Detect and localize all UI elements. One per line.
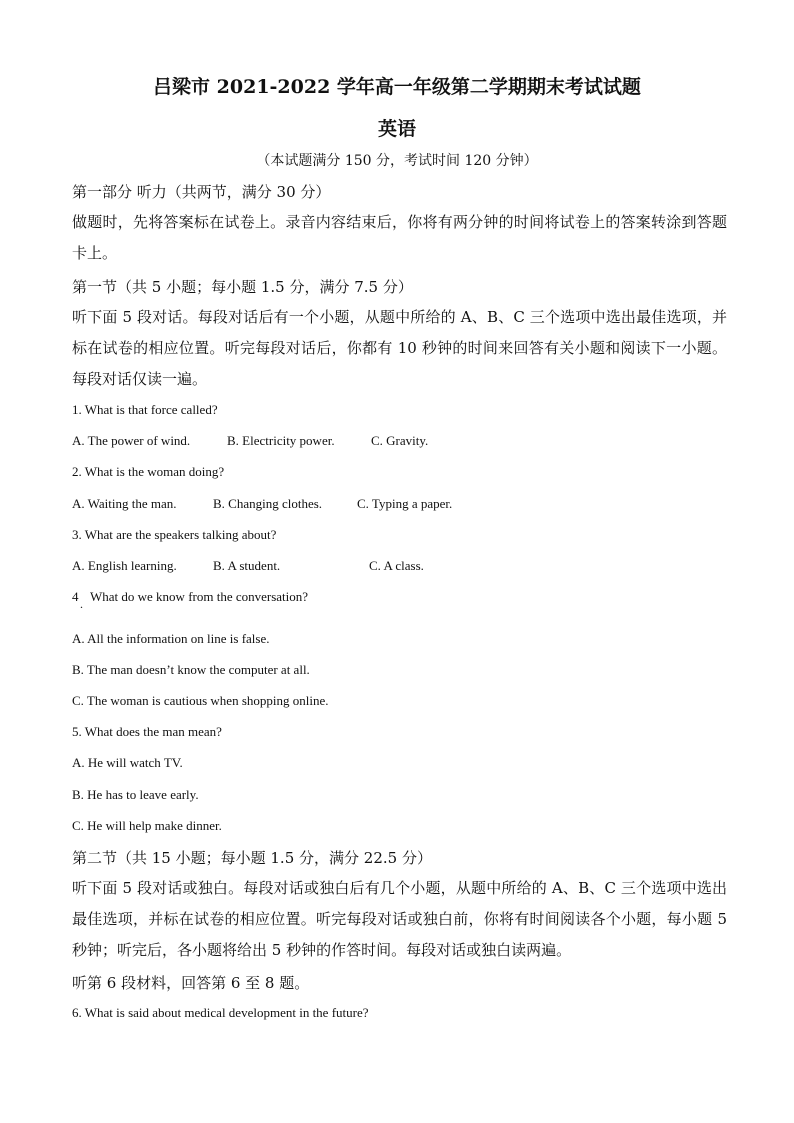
question-3-stem: 3. What are the speakers talking about?: [72, 527, 277, 542]
question-5-option-c: C. He will help make dinner.: [72, 818, 222, 833]
question-3-option-c: C. A class.: [369, 558, 424, 573]
question-5-option-b: B. He has to leave early.: [72, 787, 199, 802]
material-6-heading: 听第 6 段材料，回答第 6 至 8 题。: [72, 974, 310, 992]
section2-instruction: 听下面 5 段对话或独白。每段对话或独白后有几个小题，从题中所给的 A、B、C 三个选项中选出最佳选项，并标在试卷的相应位置。听完每段对话或独白前，你将有时间阅读各个小题，每小题 5 秒钟；听完后，各小题将给出 5 秒钟的作答时间。每段对话或独白读两遍。: [72, 879, 727, 959]
question-1-option-c: C. Gravity.: [371, 433, 429, 448]
exam-note: （本试题满分 150 分，考试时间 120 分钟）: [256, 153, 538, 169]
question-4-option-b: B. The man doesn’t know the computer at all.: [72, 662, 310, 677]
question-1-option-b: B. Electricity power.: [227, 433, 335, 448]
question-1-option-a: A. The power of wind.: [72, 433, 191, 448]
exam-title: 吕梁市 2021-2022 学年高一年级第二学期期末考试试题: [153, 76, 641, 98]
section1-instruction: 听下面 5 段对话。每段对话后有一个小题，从题中所给的 A、B、C 三个选项中选出最佳选项，并标在试卷的相应位置。听完每段对话后，你都有 10 秒钟的时间来回答有关小题和阅读下一小题。每段对话仅读一遍。: [72, 308, 727, 388]
question-5-stem: 5. What does the man mean?: [72, 724, 222, 739]
part1-instruction: 做题时，先将答案标在试卷上。录音内容结束后，你将有两分钟的时间将试卷上的答案转涂到答题卡上。: [72, 213, 727, 262]
question-5-option-a: A. He will watch TV.: [72, 755, 183, 770]
question-4-number: 4: [72, 589, 79, 604]
question-6-stem: 6. What is said about medical development in the future?: [72, 1005, 369, 1020]
question-2-option-c: C. Typing a paper.: [357, 496, 453, 511]
part1-heading: 第一部分 听力（共两节，满分 30 分）: [72, 183, 331, 201]
section1-heading: 第一节（共 5 小题；每小题 1.5 分，满分 7.5 分）: [72, 278, 413, 296]
section2-heading: 第二节（共 15 小题；每小题 1.5 分，满分 22.5 分）: [72, 849, 432, 867]
question-3-option-a: A. English learning.: [72, 558, 177, 573]
question-2-option-b: B. Changing clothes.: [213, 496, 323, 511]
question-4-option-c: C. The woman is cautious when shopping online.: [72, 693, 329, 708]
question-1-stem: 1. What is that force called?: [72, 402, 218, 417]
question-4-option-a: A. All the information on line is false.: [72, 631, 270, 646]
question-2-option-a: A. Waiting the man.: [72, 496, 177, 511]
question-3-option-b: B. A student.: [213, 558, 281, 573]
question-2-stem: 2. What is the woman doing?: [72, 464, 225, 479]
subject-title: 英语: [377, 118, 416, 140]
question-4-stem: What do we know from the conversation?: [90, 589, 309, 604]
question-4-dot: .: [80, 597, 83, 611]
